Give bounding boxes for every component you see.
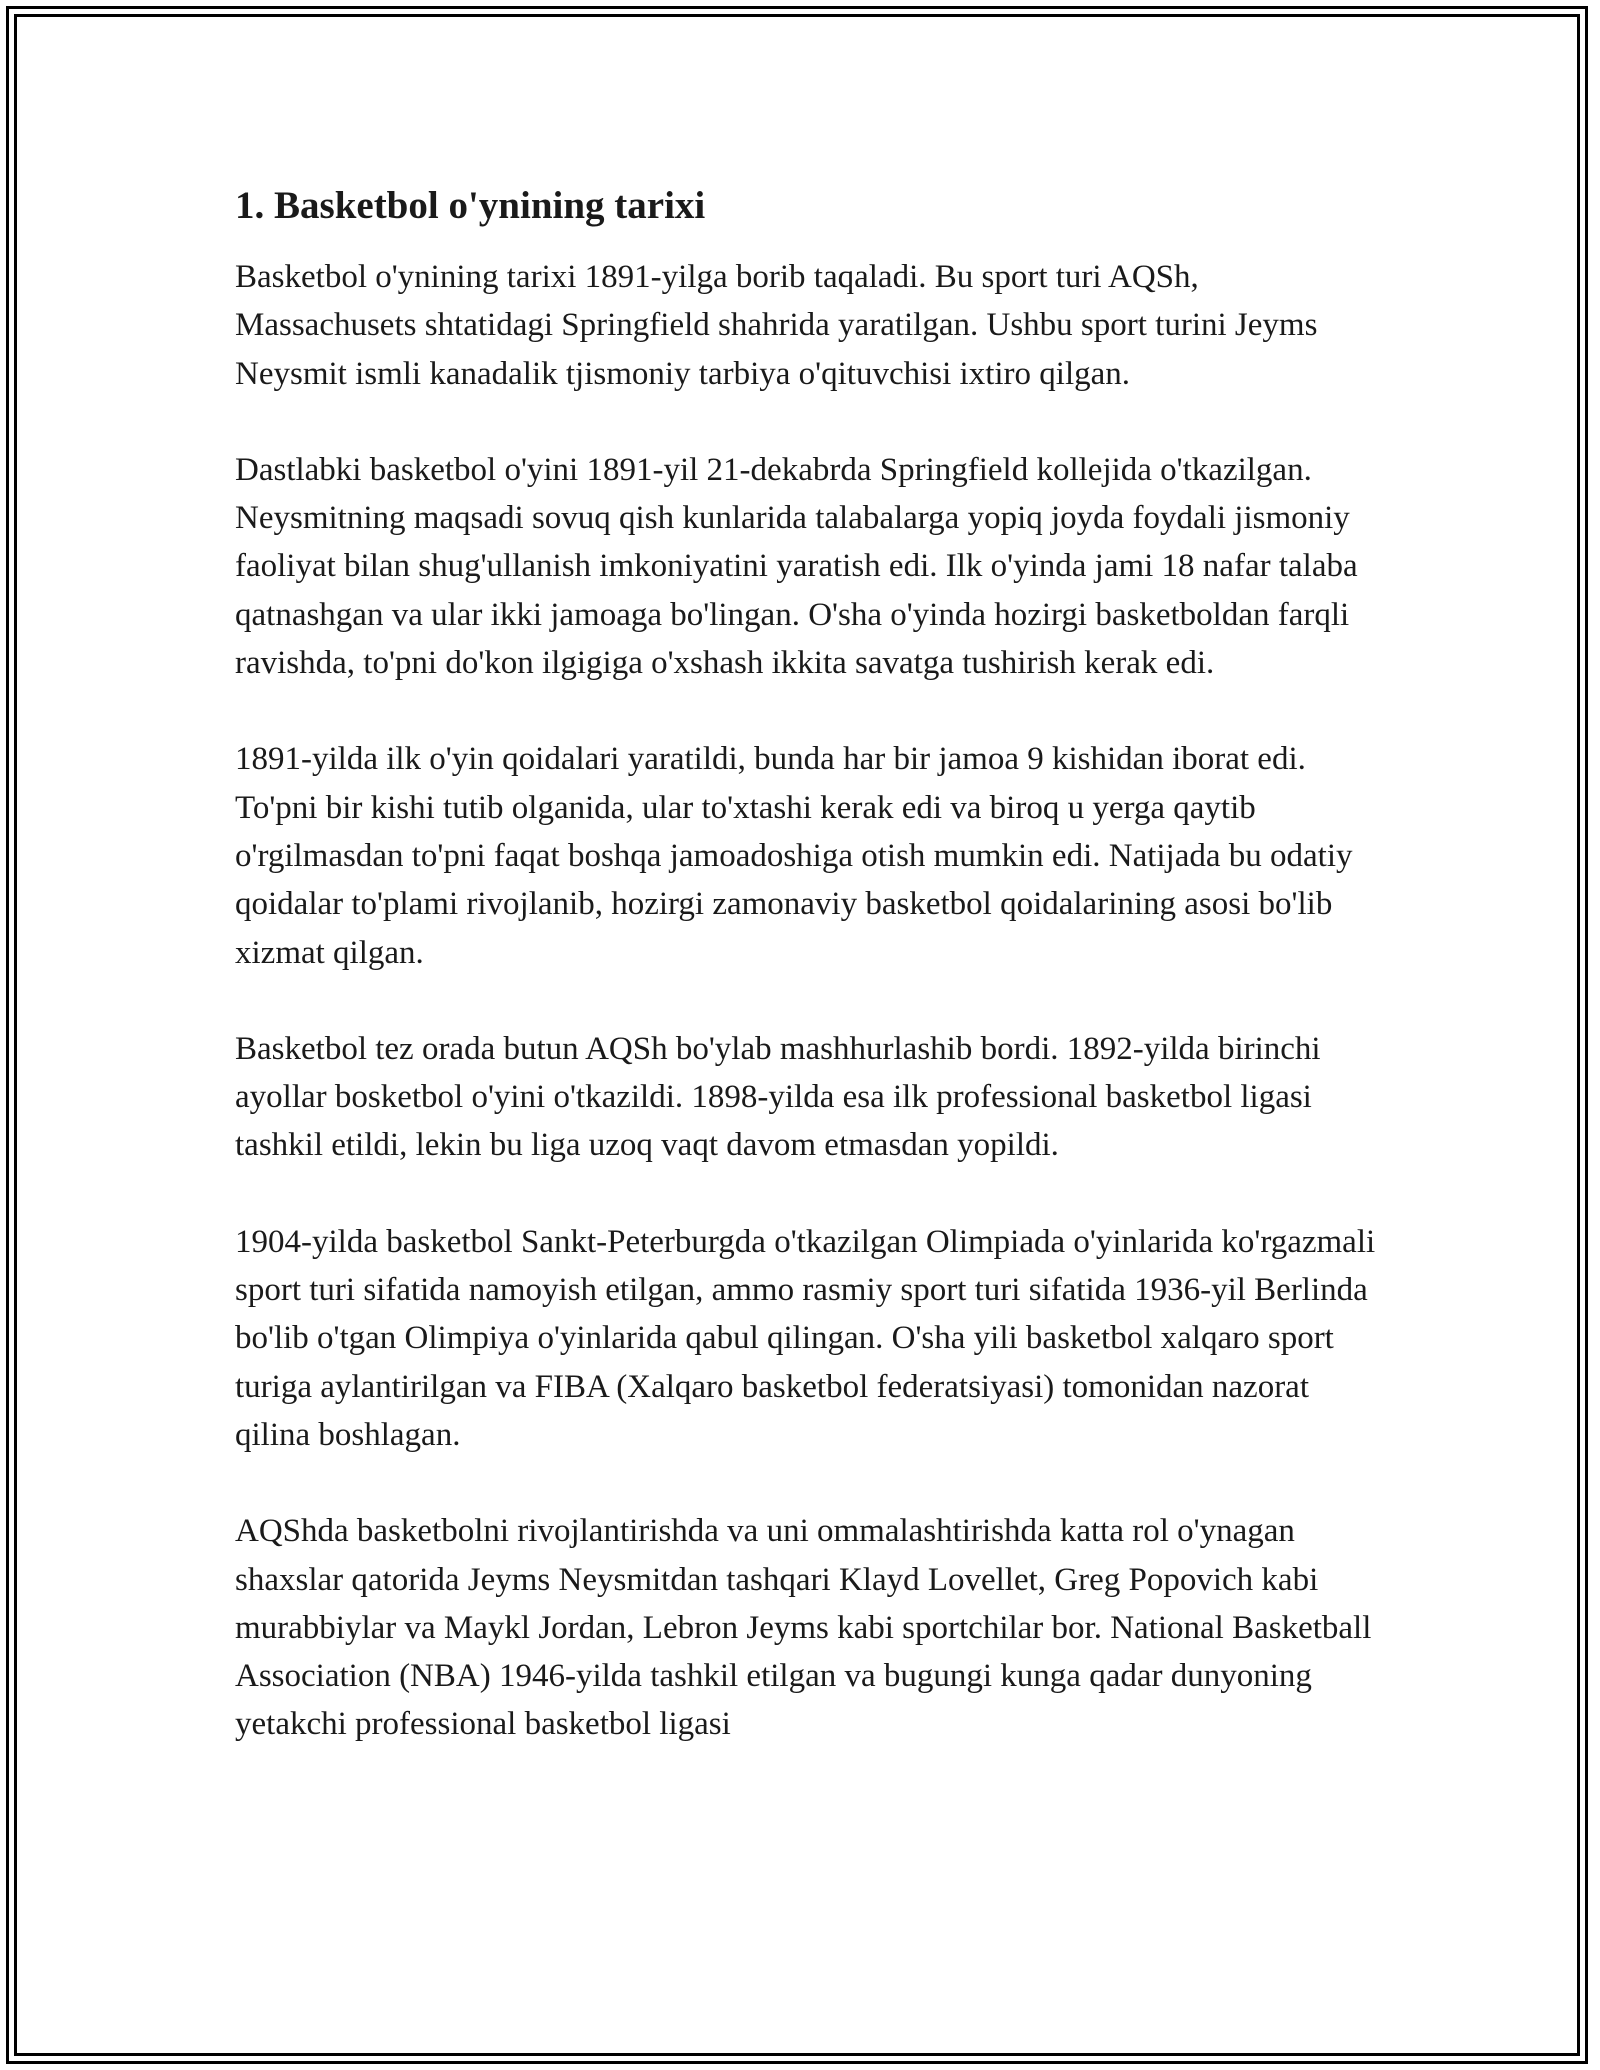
paragraph-nba: AQShda basketbolni rivojlantirishda va uni ommalashtirishda katta rol o'ynagan shaxslar qatorida Jeyms Neysmitdan tashqari Klayd Lovellet, Greg Popovich kabi murabbiylar va Maykl Jordan, Lebron Jeyms kabi sportchilar bor. National Basketball Association (NBA) 1946-yilda tashkil etilgan va bugungi kunga qadar dunyoning yetakchi professional basketbol ligasi bbox=[235, 1513, 1372, 1743]
paragraph-origin: Basketbol o'ynining tarixi 1891-yilga borib taqaladi. Bu sport turi AQSh, Massachusets shtatidagi Springfield shahrida yaratilgan. Ushbu sport turini Jeyms Neysmit ismli kanadalik tjismoniy tarbiya o'qituvchisi ixtiro qilgan. bbox=[235, 259, 1318, 392]
paragraph-first-game: Dastlabki basketbol o'yini 1891-yil 21-dekabrda Springfield kollejida o'tkazilgan. Neysmitning maqsadi sovuq qish kunlarida talabalarga yopiq joyda foydali jismoniy faoliyat bilan shug'ullanish imkoniyatini yaratish edi. Ilk o'yinda jami 18 nafar talaba qatnashgan va ular ikki jamoaga bo'lingan. O'sha o'yinda hozirgi basketboldan farqli ravishda, to'pni do'kon ilgigiga o'xshash ikkita savatga tushirish kerak edi. bbox=[235, 451, 1358, 682]
paragraph-first-rules: 1891-yilda ilk o'yin qoidalari yaratildi, bunda har bir jamoa 9 kishidan iborat edi. To'pni bir kishi tutib olganida, ular to'xtashi kerak edi va biroq u yerga qaytib o'rgilmasdan to'pni faqat boshqa jamoadoshiga otish mumkin edi. Natijada bu odatiy qoidalar to'plami rivojlanib, hozirgi zamonaviy basketbol qoidalarining asosi bo'lib xizmat qilgan. bbox=[235, 741, 1353, 971]
paragraph-olympics: 1904-yilda basketbol Sankt-Peterburgda o'tkazilgan Olimpiada o'yinlarida ko'rgazmali sport turi sifatida namoyish etilgan, ammo rasmiy sport turi sifatida 1936-yil Berlinda bo'lib o'tgan Olimpiya o'yinlarida qabul qilingan. O'sha yili basketbol xalqaro sport turiga aylantirilgan va FIBA (Xalqaro basketbol federatsiyasi) tomonidan nazorat qilina boshlagan. bbox=[235, 1223, 1376, 1453]
section-title: 1. Basketbol o'ynining tarixi bbox=[235, 184, 706, 227]
paragraph-popularity: Basketbol tez orada butun AQSh bo'ylab mashhurlashib bordi. 1892-yilda birinchi ayollar bosketbol o'yini o'tkazildi. 1898-yilda esa ilk professional basketbol ligasi tashkil etildi, lekin bu liga uzoq vaqt davom etmasdan yopildi. bbox=[235, 1030, 1321, 1164]
document-body bbox=[235, 182, 1385, 1797]
